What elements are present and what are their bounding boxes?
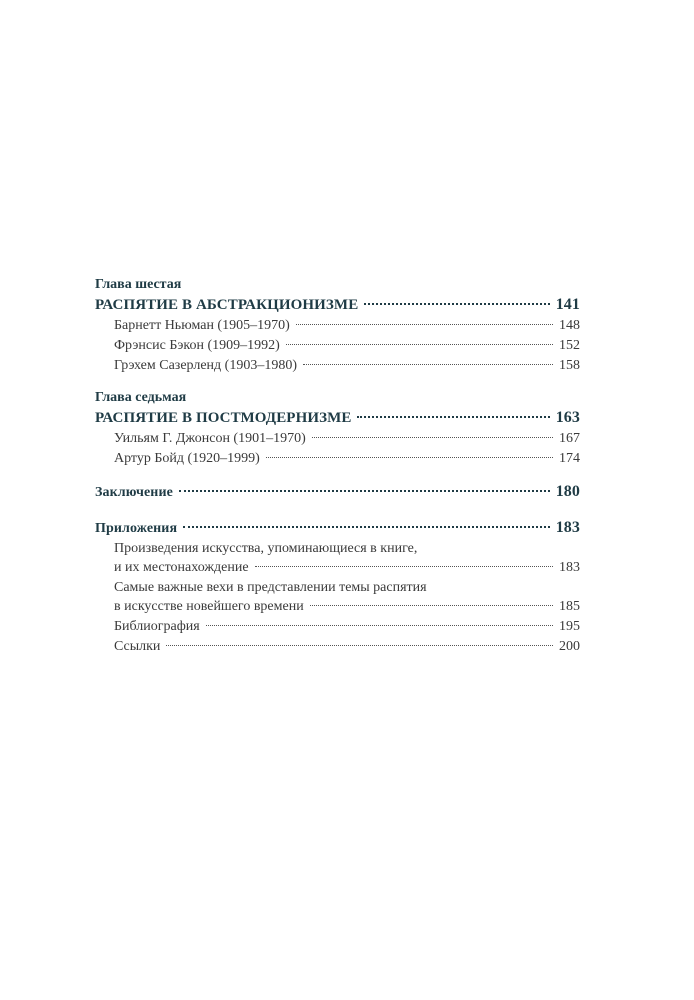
- toc-entry[interactable]: [114, 637, 580, 657]
- toc-appendices-entry[interactable]: [95, 517, 580, 539]
- toc-entry-title: Грэхем Сазерленд (1903–1980): [114, 358, 297, 373]
- toc-entry-title-line: Произведения искусства, упоминающиеся в книге,: [114, 541, 418, 556]
- dot-leader: [303, 364, 553, 365]
- toc-entry[interactable]: [114, 316, 580, 336]
- page-number: 167: [559, 431, 580, 446]
- dot-leader: [206, 625, 553, 626]
- page-number: 183: [559, 560, 580, 575]
- page-number: 174: [559, 451, 580, 466]
- toc-section-title: Заключение: [95, 485, 173, 500]
- toc-entry-title: Барнетт Ньюман (1905–1970): [114, 318, 290, 333]
- spacer: [95, 376, 580, 389]
- toc-entry[interactable]: [114, 336, 580, 356]
- spacer: [95, 503, 580, 517]
- toc-chapter-entry[interactable]: [95, 407, 580, 429]
- page-number: 195: [559, 619, 580, 634]
- dot-leader: [310, 605, 553, 606]
- page-number: 148: [559, 318, 580, 333]
- page-number: 141: [555, 296, 580, 313]
- toc-entry-title: и их местонахождение: [114, 560, 249, 575]
- page-number: 152: [559, 338, 580, 353]
- toc-entry[interactable]: [114, 429, 580, 449]
- dot-leader: [179, 490, 550, 492]
- toc-entry[interactable]: [95, 578, 580, 617]
- dot-leader: [296, 324, 553, 325]
- toc-entry[interactable]: [114, 356, 580, 376]
- spacer: [95, 469, 580, 481]
- page-number: 185: [559, 599, 580, 614]
- toc-entry-title: Фрэнсис Бэкон (1909–1992): [114, 338, 280, 353]
- toc-entry-title-line: Самые важные вехи в представлении темы распятия: [114, 580, 427, 595]
- dot-leader: [183, 526, 550, 528]
- toc-entry-title: Ссылки: [114, 639, 161, 654]
- table-of-contents: [95, 276, 580, 657]
- chapter-label: Глава шестая: [95, 277, 182, 292]
- toc-entry-title: Артур Бойд (1920–1999): [114, 451, 260, 466]
- toc-section-title: Приложения: [95, 521, 178, 536]
- chapter-label: Глава седьмая: [95, 390, 187, 405]
- dot-leader: [357, 416, 549, 418]
- dot-leader: [166, 645, 553, 646]
- dot-leader: [312, 437, 553, 438]
- toc-entry[interactable]: [95, 539, 580, 578]
- toc-entry-title: в искусстве новейшего времени: [114, 599, 304, 614]
- page-number: 158: [559, 358, 580, 373]
- page-number: 200: [559, 639, 580, 654]
- toc-entry-title: Библиография: [114, 619, 200, 634]
- toc-chapter-title: РАСПЯТИЕ В АБСТРАКЦИОНИЗМЕ: [95, 297, 359, 313]
- page-number: 183: [555, 519, 580, 536]
- toc-entry-last-line: [114, 558, 580, 578]
- toc-entry-title: Уильям Г. Джонсон (1901–1970): [114, 431, 306, 446]
- toc-conclusion-entry[interactable]: [95, 481, 580, 503]
- dot-leader: [286, 344, 553, 345]
- dot-leader: [364, 303, 549, 305]
- toc-entry[interactable]: [114, 449, 580, 469]
- dot-leader: [255, 566, 553, 567]
- page-number: 180: [555, 483, 580, 500]
- toc-chapter-title: РАСПЯТИЕ В ПОСТМОДЕРНИЗМЕ: [95, 410, 352, 426]
- toc-entry[interactable]: [114, 617, 580, 637]
- toc-chapter-entry[interactable]: [95, 294, 580, 316]
- page-number: 163: [555, 409, 580, 426]
- dot-leader: [266, 457, 553, 458]
- toc-entry-last-line: [114, 597, 580, 617]
